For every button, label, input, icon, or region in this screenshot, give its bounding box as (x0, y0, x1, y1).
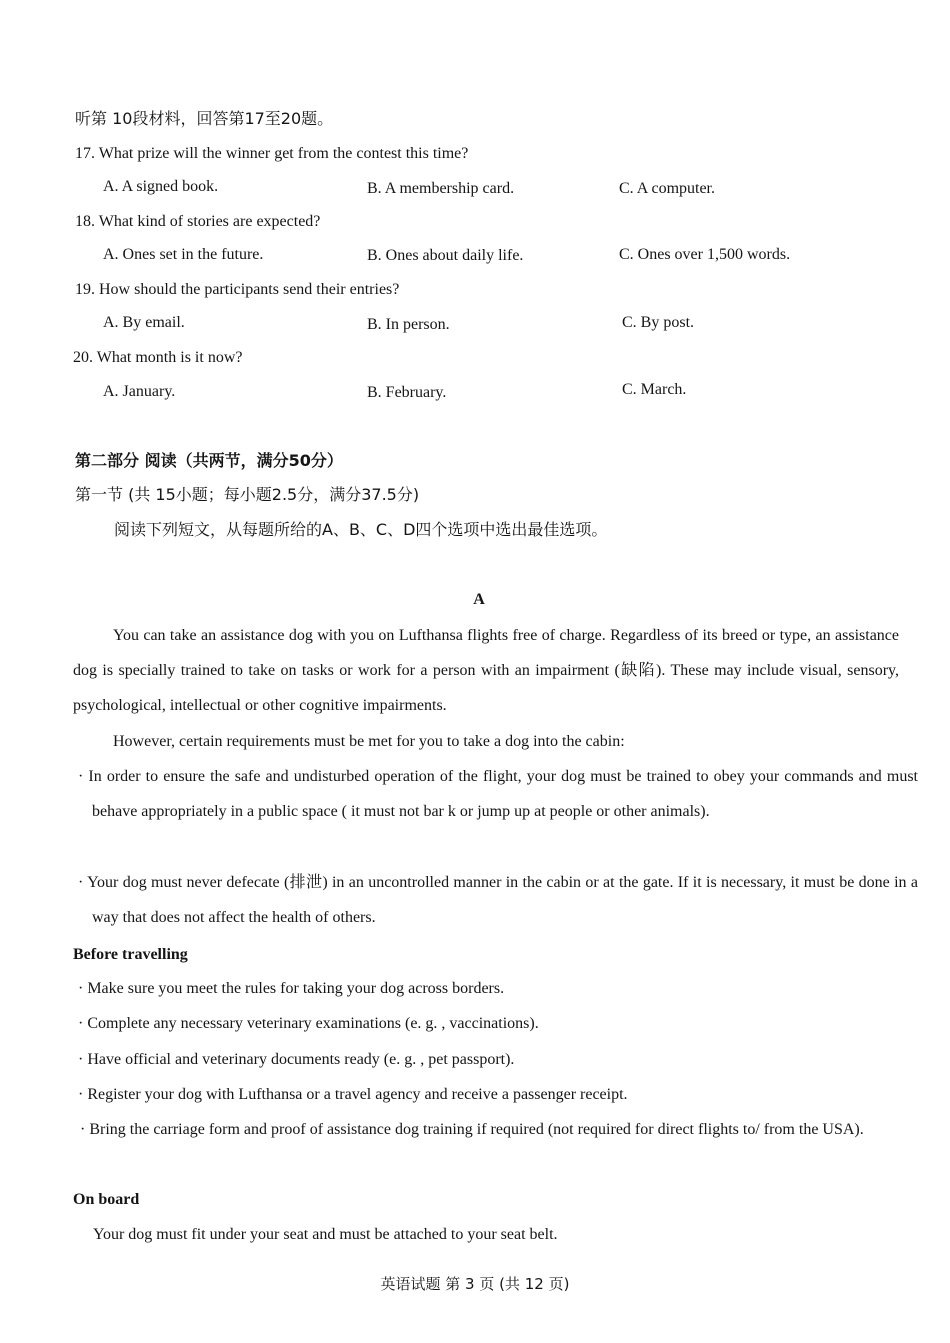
before-item: · Have official and veterinary documents ready (e. g. , pet passport). (78, 1051, 515, 1068)
question-18-option-b: B. Ones about daily life. (367, 247, 524, 264)
question-17-stem: 17. What prize will the winner get from the contest this time? (75, 145, 469, 162)
requirement-item: · In order to ensure the safe and undisturbed operation of the flight, your dog must be trained to obey your commands and must behave appropriately in a public space ( it must not bar k or jump up at people or other animals). (78, 768, 918, 820)
listening-instruction: 听第 10段材料，回答第17至20题。 (75, 109, 334, 128)
question-17-option-a: A. A signed book. (103, 178, 219, 195)
before-item: · Register your dog with Lufthansa or a travel agency and receive a passenger receipt. (78, 1086, 628, 1103)
reading-section-title: 第一节 (共 15小题；每小题2.5分，满分37.5分) (75, 485, 420, 504)
question-20-option-b: B. February. (367, 384, 447, 401)
question-17-option-c: C. A computer. (619, 180, 715, 197)
before-item: · Complete any necessary veterinary examinations (e. g. , vaccinations). (78, 1015, 539, 1032)
question-19-option-c: C. By post. (622, 314, 695, 331)
page-footer: 英语试题 第 3 页 (共 12 页) (380, 1275, 570, 1293)
reading-part-title: 第二部分 阅读（共两节，满分50分） (75, 451, 343, 470)
question-20-stem: 20. What month is it now? (73, 349, 243, 366)
passage-paragraph-1: You can take an assistance dog with you on Lufthansa flights free of charge. Regardless of its breed or type, an assistance dog is specially trained to take on tasks or work for a person with an impairment (缺陷). These may include visual, sensory, psychological, intellectual or other cognitive impairments. (73, 627, 899, 714)
question-18-option-c: C. Ones over 1,500 words. (619, 246, 791, 263)
question-19-option-b: B. In person. (367, 316, 450, 333)
before-item: · Bring the carriage form and proof of assistance dog training if required (not required for direct flights to/ from the USA). (80, 1121, 864, 1138)
question-19-stem: 19. How should the participants send their entries? (75, 281, 400, 298)
before-travelling-heading: Before travelling (73, 946, 188, 963)
question-19-option-a: A. By email. (103, 314, 185, 331)
passage-label: A (473, 591, 485, 608)
question-18-stem: 18. What kind of stories are expected? (75, 213, 321, 230)
requirement-item: · Your dog must never defecate (排泄) in an uncontrolled manner in the cabin or at the gate. If it is necessary, it must be done in a way that does not affect the health of others. (78, 874, 918, 926)
passage-paragraph-2: However, certain requirements must be met for you to take a dog into the cabin: (113, 733, 625, 750)
reading-instruction: 阅读下列短文，从每题所给的A、B、C、D四个选项中选出最佳选项。 (114, 520, 608, 539)
question-20-option-a: A. January. (103, 383, 176, 400)
on-board-heading: On board (73, 1191, 140, 1208)
on-board-text: Your dog must fit under your seat and must be attached to your seat belt. (93, 1226, 558, 1243)
question-17-option-b: B. A membership card. (367, 180, 515, 197)
question-18-option-a: A. Ones set in the future. (103, 246, 264, 263)
before-item: · Make sure you meet the rules for taking your dog across borders. (78, 980, 505, 997)
question-20-option-c: C. March. (622, 381, 687, 398)
